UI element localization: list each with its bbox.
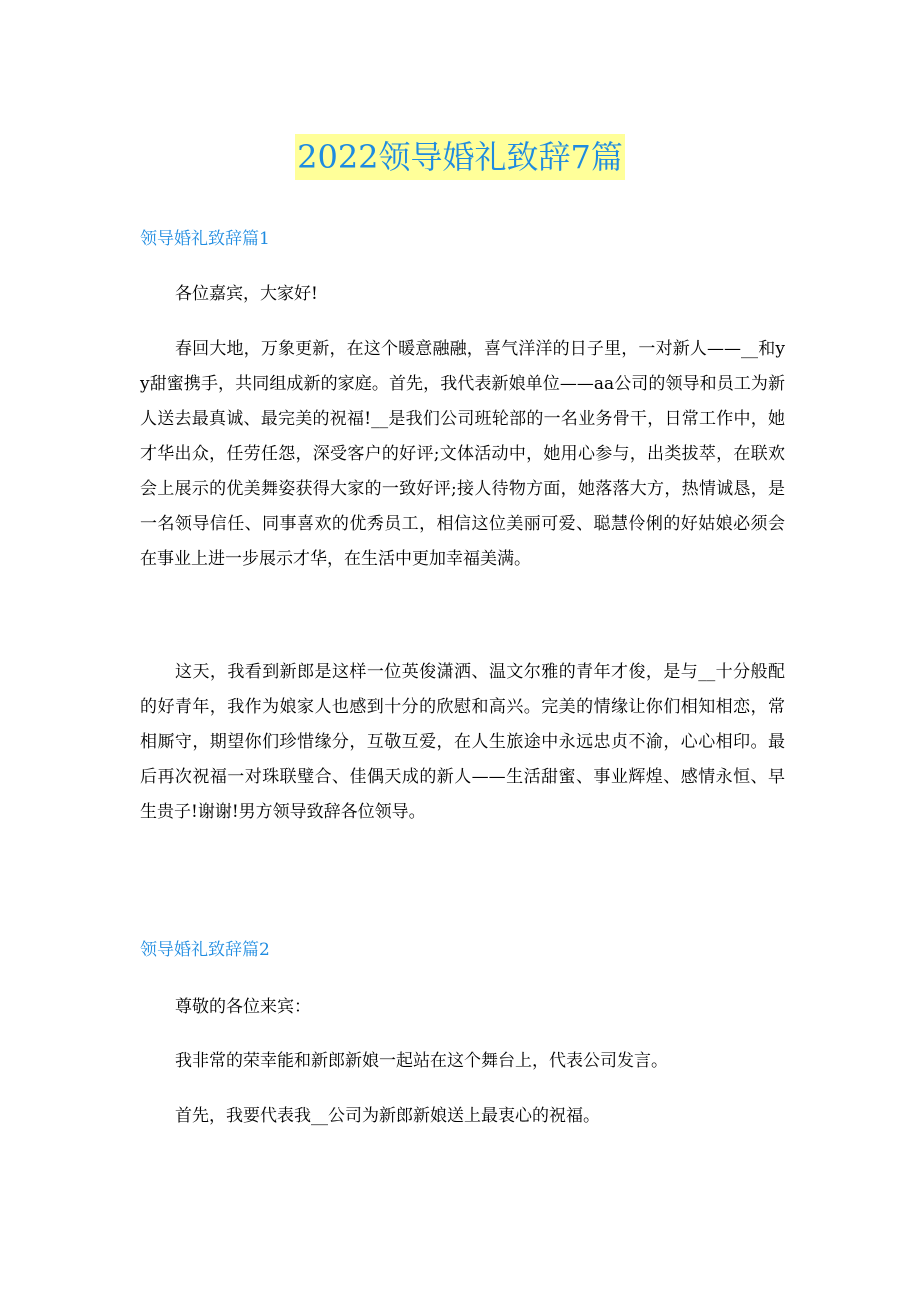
document-title: 2022领导婚礼致辞7篇 [295, 134, 625, 180]
section-heading-2: 领导婚礼致辞篇2 [140, 940, 270, 960]
paragraph-line: 首先，我要代表我__公司为新郎新娘送上最衷心的祝福。 [175, 1106, 600, 1126]
section-heading-1: 领导婚礼致辞篇1 [140, 229, 270, 249]
title-container [0, 134, 920, 180]
salutation-line: 尊敬的各位来宾： [175, 997, 311, 1017]
paragraph-line: 我非常的荣幸能和新郎新娘一起站在这个舞台上，代表公司发言。 [175, 1051, 668, 1071]
paragraph-body: 这天，我看到新郎是这样一位英俊潇洒、温文尔雅的青年才俊，是与__十分般配的好青年，我作为娘家人也感到十分的欣慰和高兴。完美的情缘让你们相知相恋，常相厮守，期望你们珍惜缘分，互敬互爱，在人生旅途中永远忠贞不渝，心心相印。最后再次祝福一对珠联璧合、佳偶天成的新人——生活甜蜜、事业辉煌、感情永恒、早生贵子!谢谢!男方领导致辞各位领导。 [140, 662, 785, 822]
greeting-line: 各位嘉宾，大家好! [175, 284, 318, 304]
paragraph-body: 春回大地，万象更新，在这个暖意融融，喜气洋洋的日子里，一对新人——__和yy甜蜜携手，共同组成新的家庭。首先，我代表新娘单位——aa公司的领导和员工为新人送去最真诚、最完美的祝福!__是我们公司班轮部的一名业务骨干，日常工作中，她才华出众，任劳任怨，深受客户的好评;文体活动中，她用心参与，出类拔萃，在联欢会上展示的优美舞姿获得大家的一致好评;接人待物方面，她落落大方，热情诚恳，是一名领导信任、同事喜欢的优秀员工，相信这位美丽可爱、聪慧伶俐的好姑娘必须会在事业上进一步展示才华，在生活中更加幸福美满。 [140, 339, 785, 569]
